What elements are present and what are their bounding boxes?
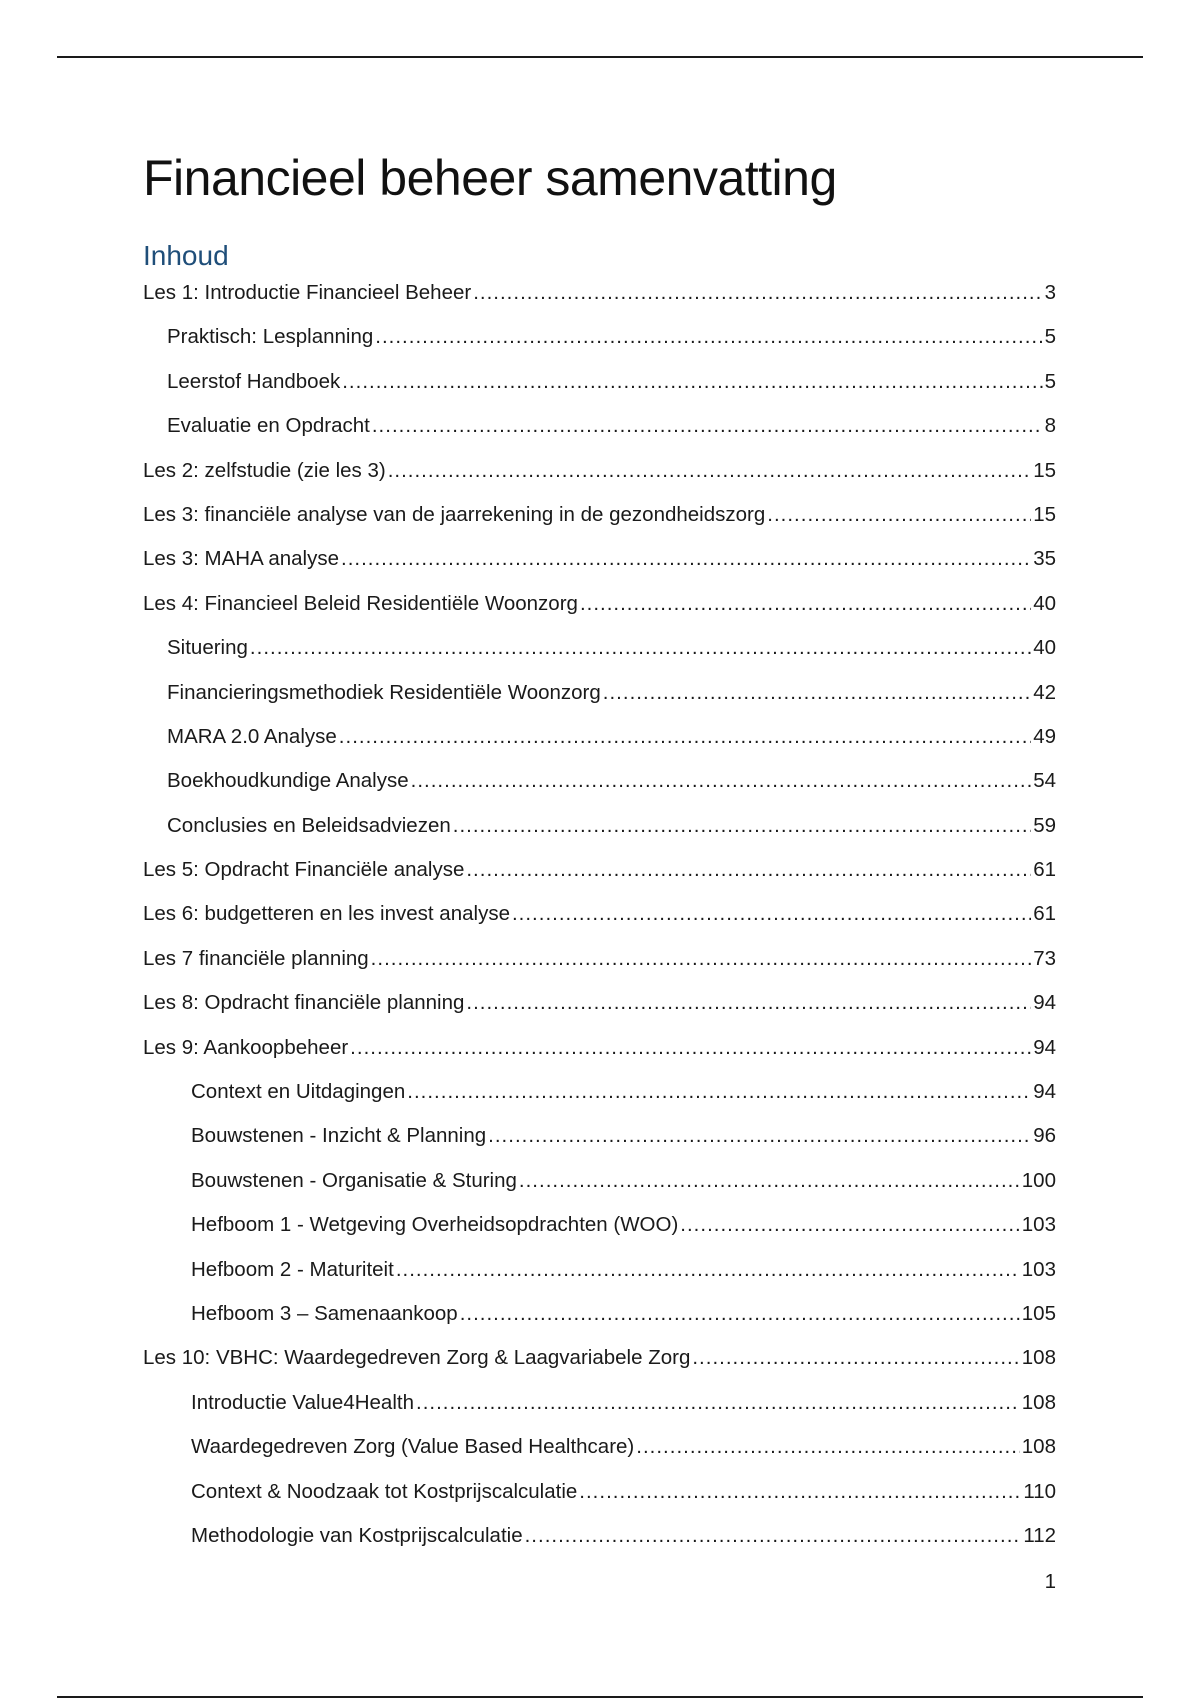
toc-entry-page: 15 [1033,458,1056,482]
toc-entry-label: Praktisch: Lesplanning [167,325,374,349]
toc-entry[interactable] [143,899,1056,943]
toc-dot-leader [473,278,1042,308]
toc-dot-leader [350,1033,1031,1063]
footer-rule [57,1696,1143,1698]
toc-entry-page: 108 [1021,1346,1056,1370]
toc-entry-label: Les 7 financiële planning [143,946,369,970]
toc-entry-label: Situering [167,636,248,660]
toc-entry[interactable] [143,1033,1056,1077]
toc-entry-label: Leerstof Handboek [167,369,341,393]
toc-dot-leader [466,988,1031,1018]
toc-entry-label: Conclusies en Beleidsadviezen [167,813,451,837]
toc-entry-label: Les 8: Opdracht financiële planning [143,991,465,1015]
toc-entry[interactable] [143,1432,1056,1476]
toc-entry[interactable] [143,278,1056,322]
toc-dot-leader [342,367,1042,397]
toc-dot-leader [460,1299,1020,1329]
toc-entry[interactable] [143,500,1056,544]
page-title: Financieel beheer samenvatting [143,150,837,206]
toc-entry[interactable] [143,1343,1056,1387]
toc-entry[interactable] [143,1521,1056,1565]
toc-dot-leader [579,1477,1021,1507]
toc-dot-leader [341,544,1031,574]
toc-entry-label: MARA 2.0 Analyse [167,724,337,748]
toc-entry-page: 40 [1033,636,1056,660]
toc-entry[interactable] [143,766,1056,810]
toc-entry[interactable] [143,633,1056,677]
toc-entry[interactable] [143,1077,1056,1121]
toc-dot-leader [767,500,1031,530]
toc-entry[interactable] [143,322,1056,366]
toc-entry-label: Methodologie van Kostprijscalculatie [191,1523,523,1547]
toc-entry-label: Context en Uitdagingen [191,1080,406,1104]
toc-entry-label: Les 1: Introductie Financieel Beheer [143,281,472,304]
toc-entry-page: 15 [1033,502,1056,526]
toc-dot-leader [488,1121,1031,1151]
toc-entry-page: 108 [1021,1435,1056,1459]
toc-heading: Inhoud [143,240,229,271]
toc-dot-leader [636,1432,1020,1462]
toc-entry[interactable] [143,811,1056,855]
toc-entry-page: 100 [1021,1168,1056,1192]
toc-entry-label: Hefboom 2 - Maturiteit [191,1257,394,1281]
toc-entry-page: 59 [1033,813,1056,837]
toc-entry-page: 108 [1021,1390,1056,1414]
toc-entry-label: Les 3: MAHA analyse [143,547,339,571]
toc-dot-leader [375,322,1042,352]
toc-entry-page: 110 [1023,1479,1056,1503]
toc-dot-leader [692,1343,1019,1373]
toc-entry[interactable] [143,1299,1056,1343]
toc-dot-leader [453,811,1031,841]
toc-entry-label: Financieringsmethodiek Residentiële Woonzorg [167,680,601,704]
table-of-contents [143,278,1056,1565]
toc-entry-label: Les 6: budgetteren en les invest analyse [143,902,510,926]
toc-entry-page: 54 [1033,769,1056,793]
toc-entry[interactable] [143,1388,1056,1432]
toc-dot-leader [372,411,1043,441]
toc-entry[interactable] [143,988,1056,1032]
toc-entry-page: 94 [1033,1035,1056,1059]
toc-entry-label: Bouwstenen - Organisatie & Sturing [191,1168,517,1192]
toc-entry-page: 3 [1044,281,1056,304]
toc-entry[interactable] [143,589,1056,633]
toc-entry-label: Hefboom 1 - Wetgeving Overheidsopdrachten (WOO) [191,1213,679,1237]
toc-dot-leader [416,1388,1020,1418]
toc-entry-label: Les 4: Financieel Beleid Residentiële Woonzorg [143,591,578,615]
toc-dot-leader [388,456,1031,486]
toc-entry-label: Les 10: VBHC: Waardegedreven Zorg & Laagvariabele Zorg [143,1346,691,1370]
toc-entry-label: Les 3: financiële analyse van de jaarrekening in de gezondheidszorg [143,502,766,526]
toc-dot-leader [466,855,1031,885]
toc-entry-page: 73 [1033,946,1056,970]
toc-dot-leader [525,1521,1022,1551]
toc-entry-page: 94 [1033,1080,1056,1104]
toc-entry-page: 94 [1033,991,1056,1015]
page-number: 1 [1044,1570,1056,1593]
toc-entry-page: 42 [1033,680,1056,704]
toc-entry-page: 105 [1021,1301,1056,1325]
toc-entry-page: 35 [1033,547,1056,571]
toc-entry-page: 61 [1033,902,1056,926]
toc-entry-label: Les 5: Opdracht Financiële analyse [143,858,465,882]
toc-entry[interactable] [143,411,1056,455]
toc-entry-page: 96 [1033,1124,1056,1148]
toc-entry-page: 112 [1023,1523,1056,1547]
toc-entry-label: Context & Noodzaak tot Kostprijscalculatie [191,1479,578,1503]
toc-dot-leader [603,678,1031,708]
toc-entry-page: 49 [1033,724,1056,748]
toc-entry[interactable] [143,544,1056,588]
toc-entry-label: Evaluatie en Opdracht [167,414,370,438]
toc-dot-leader [680,1210,1020,1240]
toc-dot-leader [250,633,1031,663]
toc-dot-leader [512,899,1031,929]
toc-entry[interactable] [143,1121,1056,1165]
toc-dot-leader [519,1166,1020,1196]
toc-entry[interactable] [143,1477,1056,1521]
toc-entry[interactable] [143,1166,1056,1210]
toc-entry-page: 8 [1044,414,1056,438]
toc-entry-page: 103 [1021,1213,1056,1237]
toc-dot-leader [396,1255,1020,1285]
toc-dot-leader [580,589,1031,619]
toc-entry-label: Hefboom 3 – Samenaankoop [191,1301,458,1325]
toc-entry[interactable] [143,1210,1056,1254]
toc-entry[interactable] [143,855,1056,899]
toc-entry-label: Waardegedreven Zorg (Value Based Healthcare) [191,1435,635,1459]
toc-dot-leader [411,766,1032,796]
toc-entry-page: 40 [1033,591,1056,615]
toc-entry[interactable] [143,1255,1056,1299]
toc-entry-page: 103 [1021,1257,1056,1281]
toc-entry[interactable] [143,367,1056,411]
toc-entry-label: Les 2: zelfstudie (zie les 3) [143,458,386,482]
header-rule [57,56,1143,58]
toc-entry-label: Boekhoudkundige Analyse [167,769,409,793]
toc-entry[interactable] [143,678,1056,722]
toc-entry[interactable] [143,722,1056,766]
toc-entry-label: Bouwstenen - Inzicht & Planning [191,1124,487,1148]
toc-entry-label: Les 9: Aankoopbeheer [143,1035,349,1059]
toc-entry-page: 5 [1044,325,1056,349]
toc-entry[interactable] [143,944,1056,988]
toc-dot-leader [339,722,1031,752]
toc-dot-leader [407,1077,1031,1107]
toc-entry-label: Introductie Value4Health [191,1390,414,1414]
toc-entry[interactable] [143,456,1056,500]
toc-entry-page: 61 [1033,858,1056,882]
toc-dot-leader [371,944,1032,974]
toc-entry-page: 5 [1044,369,1056,393]
